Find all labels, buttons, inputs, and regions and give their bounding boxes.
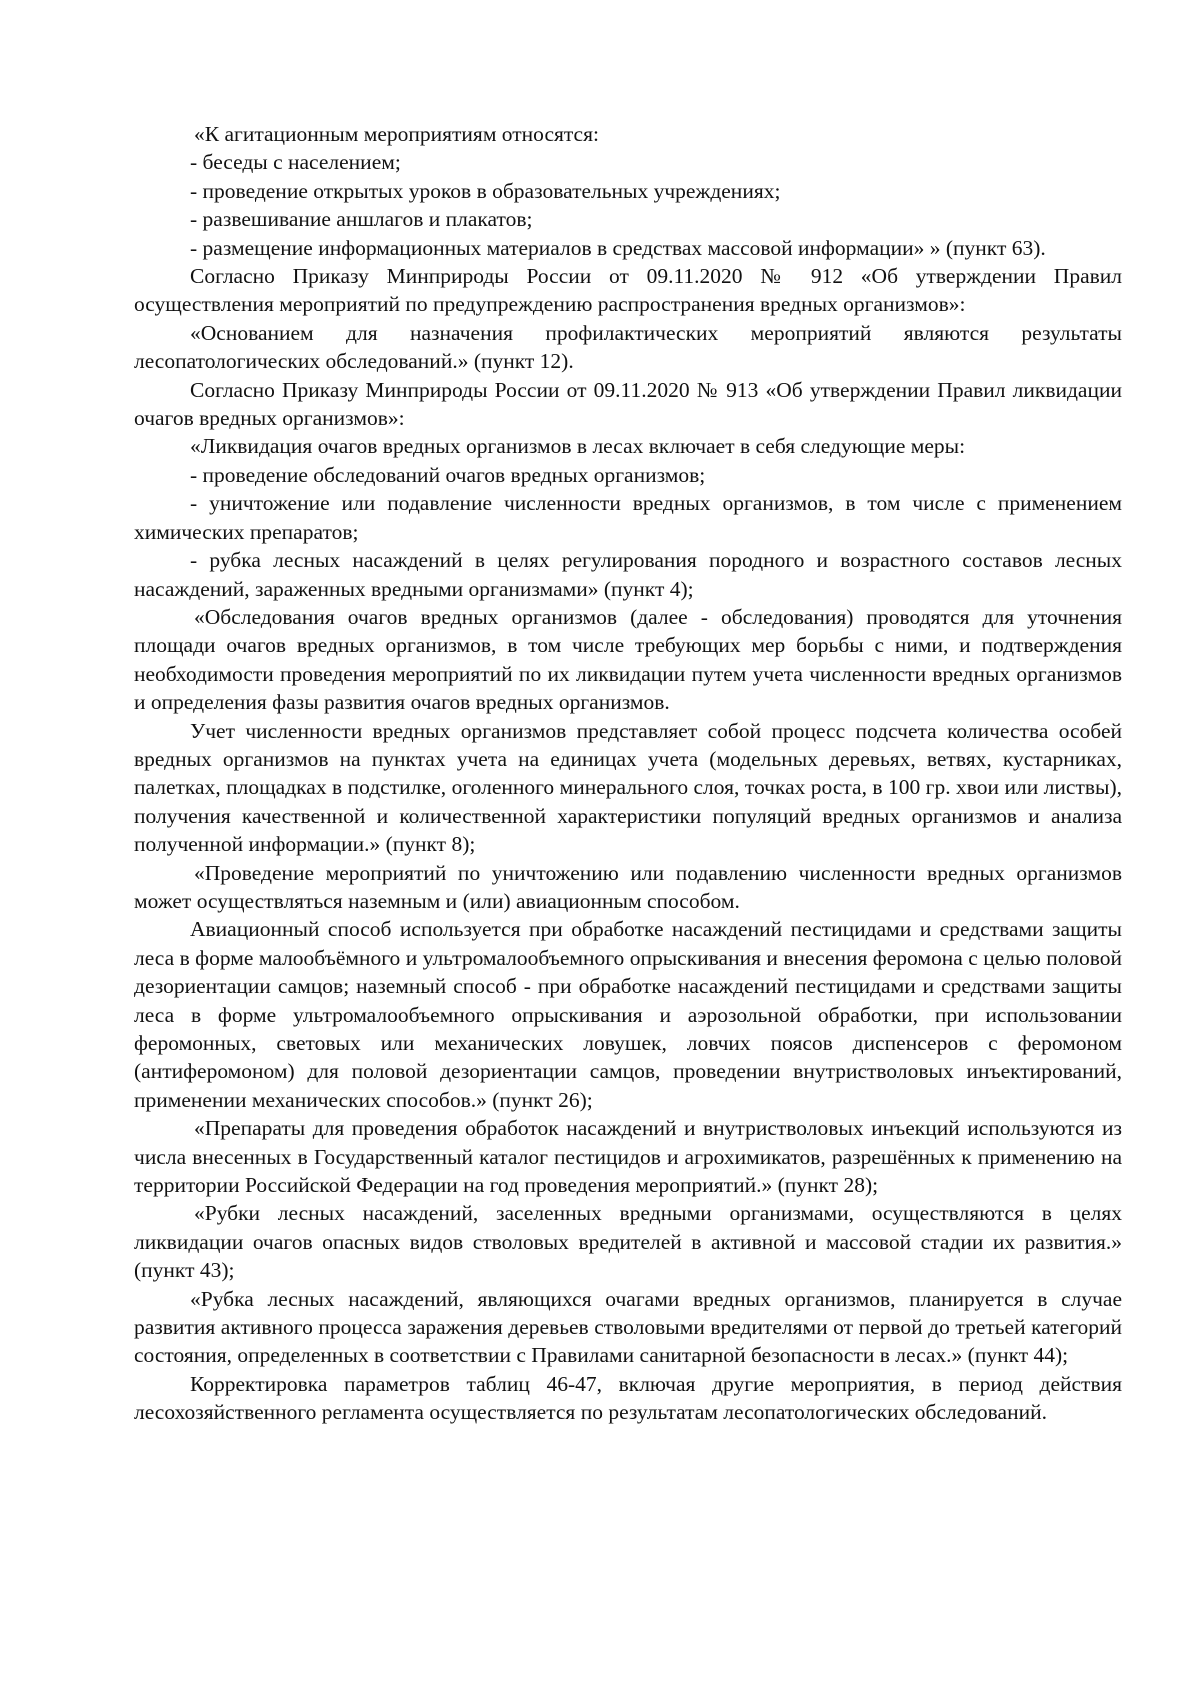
paragraph-surveys-quote: «Обследования очагов вредных организмов (далее - обследования) проводятся для уточнения площади очагов вредных организмов, в том числе требующих мер борьбы с ними, и подтверждения необходимости проведения мероприятий по их ликвидации путем учета численности вредных организмов и определения фазы развития очагов вредных организмов. xyxy=(134,604,1122,715)
list-item-conversations: - беседы с населением; xyxy=(190,150,401,175)
paragraph-quote-point-12: «Основанием для назначения профилактических мероприятий являются результаты лесопатологических обследований.» (пункт 12). xyxy=(134,320,1122,374)
paragraph-agitation-intro: «К агитационным мероприятиям относятся: xyxy=(194,122,599,146)
paragraph-felling-point-43: «Рубки лесных насаждений, заселенных вредными организмами, осуществляются в целях ликвидации очагов опасных видов стволовых вредителей в активной и массовой стадии их развития.» (пункт 43); xyxy=(134,1201,1122,1283)
list-item-surveys: - проведение обследований очагов вредных организмов; xyxy=(190,462,706,487)
paragraph-felling-point-44: «Рубка лесных насаждений, являющихся очагами вредных организмов, планируется в случае развития активного процесса заражения деревьев стволовыми вредителями от первой до третьей категорий состояния, определенных в соответствии с Правилами санитарной безопасности в лесах.» (пункт 44); xyxy=(134,1286,1122,1368)
paragraph-population-count: Учет численности вредных организмов представляет собой процесс подсчета количества особей вредных организмов на пунктах учета на единицах учета (модельных деревьях, ветвях, кустарниках, палетках, площадках в подстилке, оголенного минерального слоя, точках роста, в 100 гр. хвои или листвы), получения качественной и количественной характеристики популяций вредных организмов и анализа полученной информации.» (пункт 8); xyxy=(134,718,1122,857)
paragraph-order-912: Согласно Приказу Минприроды России от 09.11.2020 № 912 «Об утверждении Правил осуществления мероприятий по предупреждению распространения вредных организмов»: xyxy=(134,264,1122,317)
paragraph-order-913: Согласно Приказу Минприроды России от 09.11.2020 № 913 «Об утверждении Правил ликвидации очагов вредных организмов»: xyxy=(134,377,1122,431)
list-item-posters: - развешивание аншлагов и плакатов; xyxy=(190,207,533,232)
list-item-media-materials: - размещение информационных материалов в средствах массовой информации» » (пункт 63). xyxy=(190,235,1046,260)
document-page xyxy=(134,120,1122,1427)
paragraph-liquidation-measures: «Ликвидация очагов вредных организмов в лесах включает в себя следующие меры: xyxy=(190,434,966,459)
list-item-destruction: - уничтожение или подавление численности вредных организмов, в том числе с применением химических препаратов; xyxy=(134,491,1122,544)
paragraph-ground-aviation: «Проведение мероприятий по уничтожению или подавлению численности вредных организмов может осуществляться наземным и (или) авиационным способом. xyxy=(134,860,1122,913)
paragraph-preparations: «Препараты для проведения обработок насаждений и внутристволовых инъекций используются из числа внесенных в Государственный каталог пестицидов и агрохимикатов, разрешённых к применению на территории Российской Федерации на год проведения мероприятий.» (пункт 28); xyxy=(134,1116,1122,1198)
list-item-open-lessons: - проведение открытых уроков в образовательных учреждениях; xyxy=(190,178,781,203)
paragraph-tables-adjustment: Корректировка параметров таблиц 46-47, включая другие мероприятия, в период действия лесохозяйственного регламента осуществляется по результатам лесопатологических обследований. xyxy=(134,1371,1122,1425)
paragraph-aviation-method: Авиационный способ используется при обработке насаждений пестицидами и средствами защиты леса в форме малообъёмного и ультромалообъемного опрыскивания и внесения феромона с целью половой дезориентации самцов; наземный способ - при обработке насаждений пестицидами и средствами защиты леса в форме ультромалообъемного опрыскивания и аэрозольной обработки, при использовании феромонных, световых или механических ловушек, ловчих поясов диспенсеров с феромоном (антиферомоном) для половой дезориентации самцов, проведении внутристволовых инъектирований, применении механических способов.» (пункт 26); xyxy=(134,917,1122,1112)
list-item-felling: - рубка лесных насаждений в целях регулирования породного и возрастного составов лесных насаждений, зараженных вредными организмами» (пункт 4); xyxy=(134,548,1122,601)
